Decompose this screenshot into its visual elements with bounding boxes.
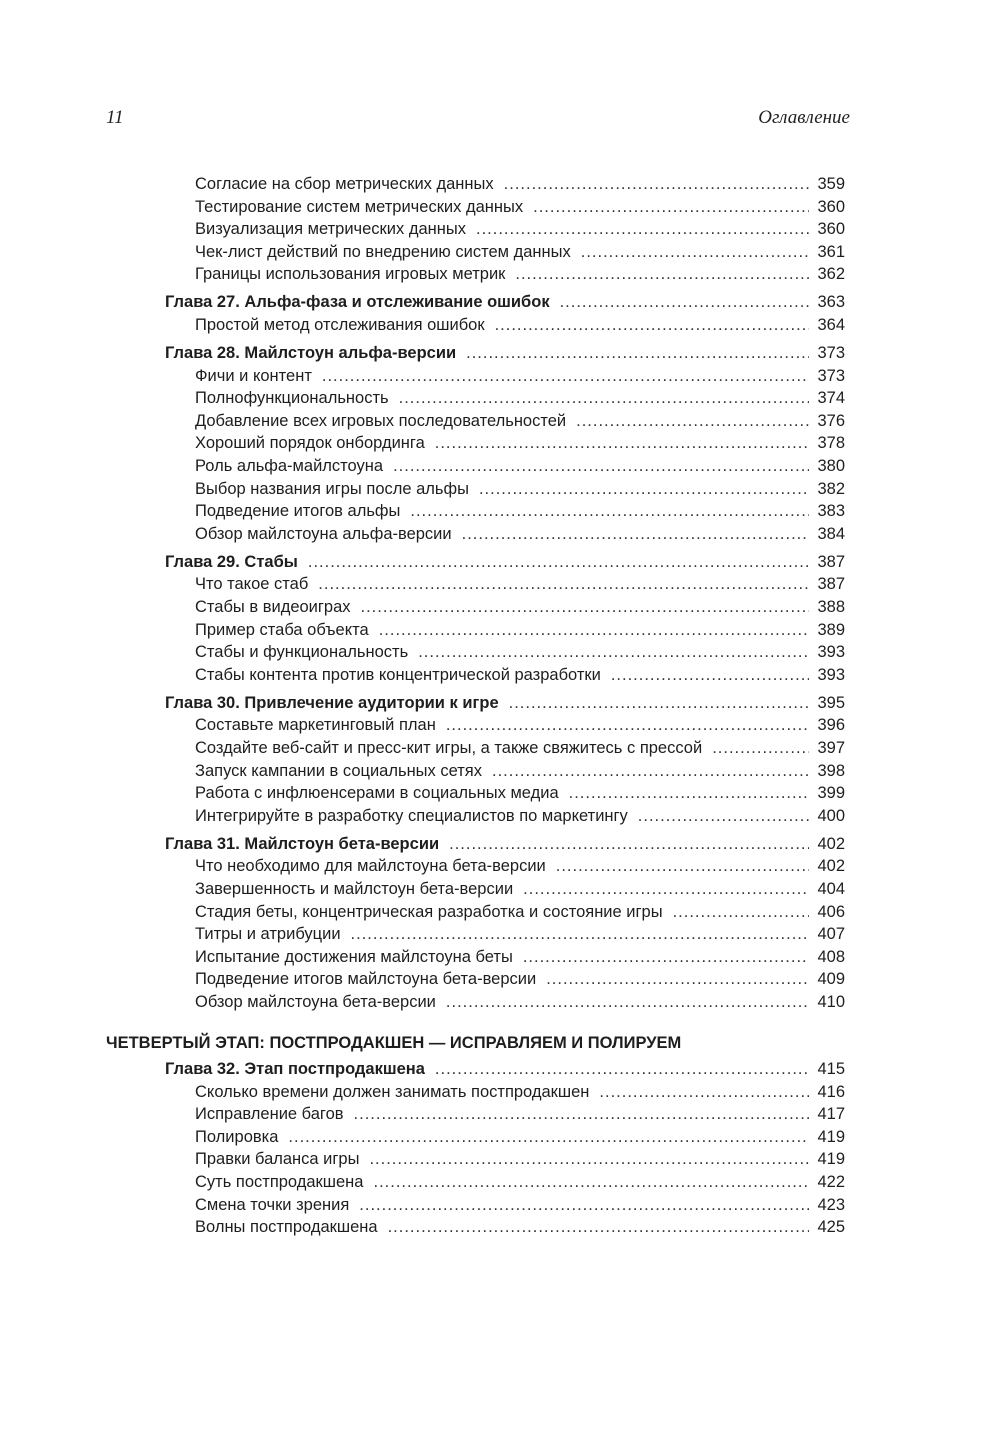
entry-title: Обзор майлстоуна альфа-версии: [195, 524, 452, 543]
entry-page-number: 363: [817, 293, 845, 312]
entry-title: Стабы и функциональность: [195, 643, 409, 662]
entry-page-number: 419: [817, 1150, 845, 1169]
entry-page-number: 378: [817, 434, 845, 453]
entry-title: Роль альфа-майлстоуна: [195, 457, 384, 475]
dot-leader: [515, 263, 809, 285]
toc-chapter-entry[interactable]: [165, 342, 845, 364]
dot-leader: [449, 833, 809, 855]
entry-page-number: 393: [817, 643, 845, 662]
toc-section-entry[interactable]: [195, 878, 845, 900]
toc-section-entry[interactable]: [195, 714, 845, 736]
entry-title: Фичи и контент: [195, 366, 312, 385]
entry-title: Глава 32. Этап постпродакшена: [165, 1060, 425, 1078]
entry-title: Исправление багов: [195, 1105, 344, 1124]
entry-page-number: 393: [817, 665, 845, 684]
dot-leader: [435, 1058, 809, 1080]
entry-title: Стабы в видеоиграх: [195, 598, 351, 616]
toc-section-entry[interactable]: [195, 946, 845, 968]
entry-title: Подведение итогов альфы: [195, 502, 401, 521]
dot-leader: [576, 410, 809, 432]
entry-title: Глава 30. Привлечение аудитории к игре: [165, 693, 499, 712]
dot-leader: [638, 805, 809, 827]
entry-page-number: 422: [817, 1173, 845, 1191]
dot-leader: [288, 1126, 809, 1148]
dot-leader: [399, 387, 809, 409]
part-heading: ЧЕТВЕРТЫЙ ЭТАП: ПОСТПРОДАКШЕН — ИСПРАВЛЯЕМ И ПОЛИРУЕМ: [106, 1034, 682, 1052]
dot-leader: [599, 1081, 809, 1103]
dot-leader: [308, 551, 809, 573]
dot-leader: [318, 573, 809, 595]
dot-leader: [509, 692, 809, 714]
entry-page-number: 402: [817, 857, 845, 876]
entry-page-number: 383: [817, 502, 845, 521]
entry-page-number: 373: [817, 344, 845, 362]
toc-section-entry[interactable]: [195, 991, 845, 1013]
entry-page-number: 417: [817, 1105, 845, 1124]
toc-section-entry[interactable]: [195, 737, 845, 759]
toc-section-entry[interactable]: [195, 263, 845, 285]
running-title: Оглавление: [758, 107, 850, 128]
entry-page-number: 402: [817, 834, 845, 853]
toc-section-entry[interactable]: [195, 410, 845, 432]
toc-section-entry[interactable]: [195, 1171, 845, 1193]
dot-leader: [361, 596, 809, 618]
entry-title: Создайте веб-сайт и пресс-кит игры, а также свяжитесь с прессой: [195, 739, 703, 757]
entry-title: Обзор майлстоуна бета-версии: [195, 993, 436, 1011]
dot-leader: [712, 737, 809, 759]
entry-title: Выбор названия игры после альфы: [195, 479, 469, 498]
entry-title: Глава 28. Майлстоун альфа-версии: [165, 344, 457, 362]
entry-page-number: 373: [817, 366, 845, 385]
entry-page-number: 410: [817, 993, 845, 1011]
entry-title: Глава 29. Стабы: [165, 552, 298, 571]
entry-title: Интегрируйте в разработку специалистов по маркетингу: [195, 806, 628, 825]
entry-title: Визуализация метрических данных: [195, 220, 466, 239]
entry-page-number: 407: [817, 925, 845, 944]
toc-section-entry[interactable]: [195, 805, 845, 827]
entry-title: Что такое стаб: [195, 575, 309, 594]
dot-leader: [533, 196, 809, 218]
toc-section-entry[interactable]: [195, 523, 845, 545]
entry-page-number: 361: [817, 242, 845, 261]
toc-section-entry[interactable]: [195, 173, 845, 195]
dot-leader: [556, 855, 809, 877]
entry-title: Стадия беты, концентрическая разработка и состояние игры: [195, 902, 663, 921]
entry-page-number: 387: [817, 552, 845, 571]
toc-section-entry[interactable]: [195, 619, 845, 641]
dot-leader: [351, 923, 809, 945]
entry-page-number: 389: [817, 620, 845, 639]
toc-section-entry[interactable]: [195, 641, 845, 663]
page-number: 11: [106, 107, 124, 128]
toc-section-entry[interactable]: [195, 218, 845, 240]
dot-leader: [379, 619, 809, 641]
toc-section-entry[interactable]: [195, 596, 845, 618]
entry-title: Запуск кампании в социальных сетях: [195, 761, 482, 780]
dot-leader: [466, 342, 809, 364]
entry-page-number: 395: [817, 693, 845, 712]
dot-leader: [569, 782, 809, 804]
dot-leader: [354, 1103, 809, 1125]
toc-section-entry[interactable]: [195, 196, 845, 218]
toc-section-entry[interactable]: [195, 782, 845, 804]
toc-section-entry[interactable]: [195, 760, 845, 782]
entry-page-number: 362: [817, 265, 845, 284]
entry-page-number: 419: [817, 1127, 845, 1146]
toc-section-entry[interactable]: [195, 664, 845, 686]
dot-leader: [476, 218, 809, 240]
entry-title: Завершенность и майлстоун бета-версии: [195, 880, 514, 898]
toc-section-entry[interactable]: [195, 241, 845, 263]
entry-title: Границы использования игровых метрик: [195, 265, 506, 284]
entry-title: Глава 31. Майлстоун бета-версии: [165, 834, 440, 853]
toc-chapter-entry[interactable]: [165, 833, 845, 855]
dot-leader: [523, 946, 809, 968]
entry-title: Хороший порядок онбординга: [195, 434, 425, 453]
dot-leader: [435, 432, 809, 454]
entry-page-number: 388: [817, 598, 845, 616]
entry-page-number: 376: [817, 411, 845, 430]
toc-section-entry[interactable]: [195, 1081, 845, 1103]
toc-section-entry[interactable]: [195, 923, 845, 945]
entry-page-number: 382: [817, 479, 845, 498]
entry-page-number: 364: [817, 316, 845, 334]
entry-page-number: 425: [817, 1218, 845, 1237]
toc-section-entry[interactable]: [195, 1216, 845, 1238]
entry-page-number: 360: [817, 220, 845, 239]
entry-page-number: 416: [817, 1082, 845, 1101]
entry-title: Испытание достижения майлстоуна беты: [195, 947, 513, 966]
dot-leader: [546, 968, 809, 990]
dot-leader: [479, 478, 809, 500]
toc-section-entry[interactable]: [195, 1103, 845, 1125]
dot-leader: [446, 991, 809, 1013]
toc-section-entry[interactable]: [195, 432, 845, 454]
toc-chapter-entry[interactable]: [165, 551, 845, 573]
toc-section-entry[interactable]: [195, 478, 845, 500]
toc-chapter-entry[interactable]: [165, 1058, 845, 1080]
entry-title: Полнофункциональность: [195, 389, 389, 408]
dot-leader: [504, 173, 809, 195]
toc-section-entry[interactable]: [195, 1126, 845, 1148]
dot-leader: [388, 1216, 809, 1238]
toc-chapter-entry[interactable]: [165, 291, 845, 313]
entry-title: Смена точки зрения: [195, 1195, 350, 1214]
entry-page-number: 360: [817, 197, 845, 216]
dot-leader: [581, 241, 809, 263]
entry-title: Чек-лист действий по внедрению систем данных: [195, 242, 571, 261]
toc-section-entry[interactable]: [195, 901, 845, 923]
entry-page-number: 408: [817, 947, 845, 966]
toc-section-entry[interactable]: [195, 500, 845, 522]
entry-title: Суть постпродакшена: [195, 1173, 364, 1191]
entry-page-number: 396: [817, 716, 845, 735]
dot-leader: [373, 1171, 809, 1193]
dot-leader: [560, 291, 809, 313]
dot-leader: [359, 1194, 809, 1216]
entry-page-number: 397: [817, 739, 845, 757]
entry-title: Добавление всех игровых последовательностей: [195, 411, 567, 430]
entry-page-number: 398: [817, 761, 845, 780]
dot-leader: [492, 760, 809, 782]
toc-chapter-entry[interactable]: [165, 692, 845, 714]
dot-leader: [611, 664, 809, 686]
dot-leader: [322, 365, 809, 387]
dot-leader: [369, 1148, 809, 1170]
entry-page-number: 406: [817, 902, 845, 921]
dot-leader: [410, 500, 809, 522]
entry-page-number: 359: [817, 175, 845, 193]
entry-page-number: 380: [817, 457, 845, 475]
entry-title: Сколько времени должен занимать постпродакшен: [195, 1082, 590, 1101]
dot-leader: [495, 314, 809, 336]
toc-section-entry[interactable]: [195, 1194, 845, 1216]
toc-section-entry[interactable]: [195, 1148, 845, 1170]
toc-section-entry[interactable]: [195, 455, 845, 477]
entry-title: Полировка: [195, 1127, 279, 1146]
toc-section-entry[interactable]: [195, 968, 845, 990]
entry-page-number: 399: [817, 784, 845, 803]
entry-title: Тестирование систем метрических данных: [195, 197, 524, 216]
entry-page-number: 409: [817, 970, 845, 989]
entry-title: Работа с инфлюенсерами в социальных медиа: [195, 784, 559, 803]
dot-leader: [418, 641, 809, 663]
entry-title: Титры и атрибуции: [195, 925, 341, 944]
entry-page-number: 404: [817, 880, 845, 898]
entry-page-number: 387: [817, 575, 845, 594]
dot-leader: [523, 878, 809, 900]
entry-title: Подведение итогов майлстоуна бета-версии: [195, 970, 537, 989]
entry-title: Составьте маркетинговый план: [195, 716, 436, 735]
toc-section-entry[interactable]: [195, 855, 845, 877]
entry-title: Что необходимо для майлстоуна бета-версии: [195, 857, 546, 876]
entry-title: Согласие на сбор метрических данных: [195, 175, 494, 193]
entry-title: Глава 27. Альфа-фаза и отслеживание ошибок: [165, 293, 550, 312]
entry-title: Пример стаба объекта: [195, 620, 369, 639]
entry-page-number: 374: [817, 389, 845, 408]
entry-title: Простой метод отслеживания ошибок: [195, 316, 485, 334]
entry-title: Стабы контента против концентрической разработки: [195, 665, 601, 684]
toc-section-entry[interactable]: [195, 365, 845, 387]
dot-leader: [446, 714, 809, 736]
entry-page-number: 400: [817, 806, 845, 825]
toc-section-entry[interactable]: [195, 573, 845, 595]
toc-section-entry[interactable]: [195, 314, 845, 336]
entry-page-number: 423: [817, 1195, 845, 1214]
entry-title: Правки баланса игры: [195, 1150, 360, 1169]
dot-leader: [393, 455, 809, 477]
dot-leader: [462, 523, 809, 545]
dot-leader: [673, 901, 809, 923]
entry-page-number: 415: [817, 1060, 845, 1078]
entry-title: Волны постпродакшена: [195, 1218, 378, 1237]
entry-page-number: 384: [817, 524, 845, 543]
toc-section-entry[interactable]: [195, 387, 845, 409]
